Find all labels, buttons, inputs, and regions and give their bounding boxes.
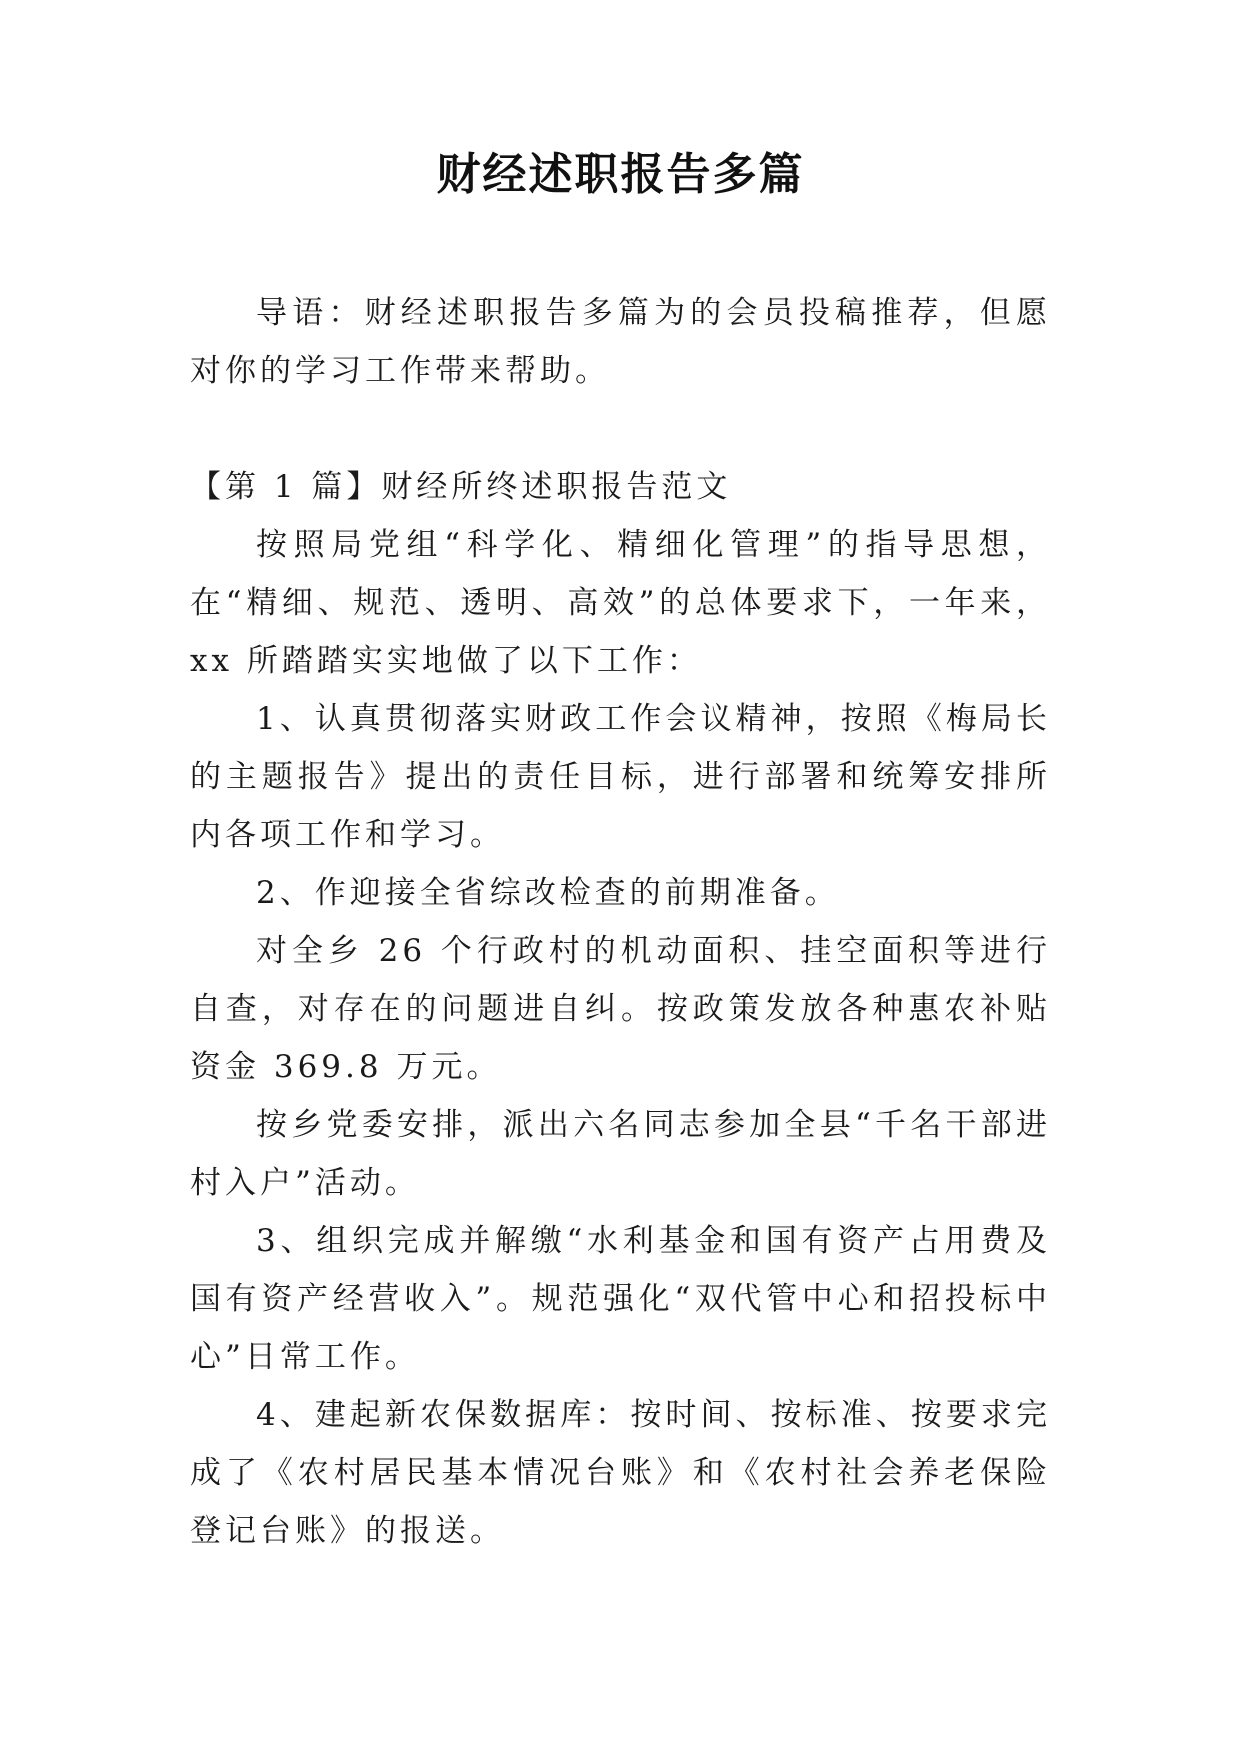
body-paragraph: 1、认真贯彻落实财政工作会议精神，按照《梅局长的主题报告》提出的责任目标，进行部署和统筹安排所内各项工作和学习。 [190, 701, 1051, 853]
spacer [190, 400, 1051, 458]
body-paragraph: 按乡党委安排，派出六名同志参加全县“千名干部进村入户”活动。 [190, 1107, 1051, 1201]
body-paragraph: 4、建起新农保数据库：按时间、按标准、按要求完成了《农村居民基本情况台账》和《农村社会养老保险登记台账》的报送。 [190, 1397, 1051, 1549]
body-paragraph: 对全乡 26 个行政村的机动面积、挂空面积等进行自查，对存在的问题进自纠。按政策发放各种惠农补贴资金 369.8 万元。 [190, 933, 1051, 1085]
document-body [190, 284, 1051, 1560]
body-paragraph: 3、组织完成并解缴“水利基金和国有资产占用费及国有资产经营收入”。规范强化“双代管中心和招投标中心”日常工作。 [190, 1223, 1051, 1375]
document-title: 财经述职报告多篇 [436, 149, 805, 200]
section-heading: 【第 1 篇】财经所终述职报告范文 [190, 469, 732, 505]
intro-paragraph: 导语：财经述职报告多篇为的会员投稿推荐，但愿对你的学习工作带来帮助。 [190, 295, 1051, 389]
body-paragraph: 2、作迎接全省综改检查的前期准备。 [256, 875, 840, 911]
body-paragraph: 按照局党组“科学化、精细化管理”的指导思想，在“精细、规范、透明、高效”的总体要求下，一年来，xx 所踏踏实实地做了以下工作： [190, 527, 1051, 679]
